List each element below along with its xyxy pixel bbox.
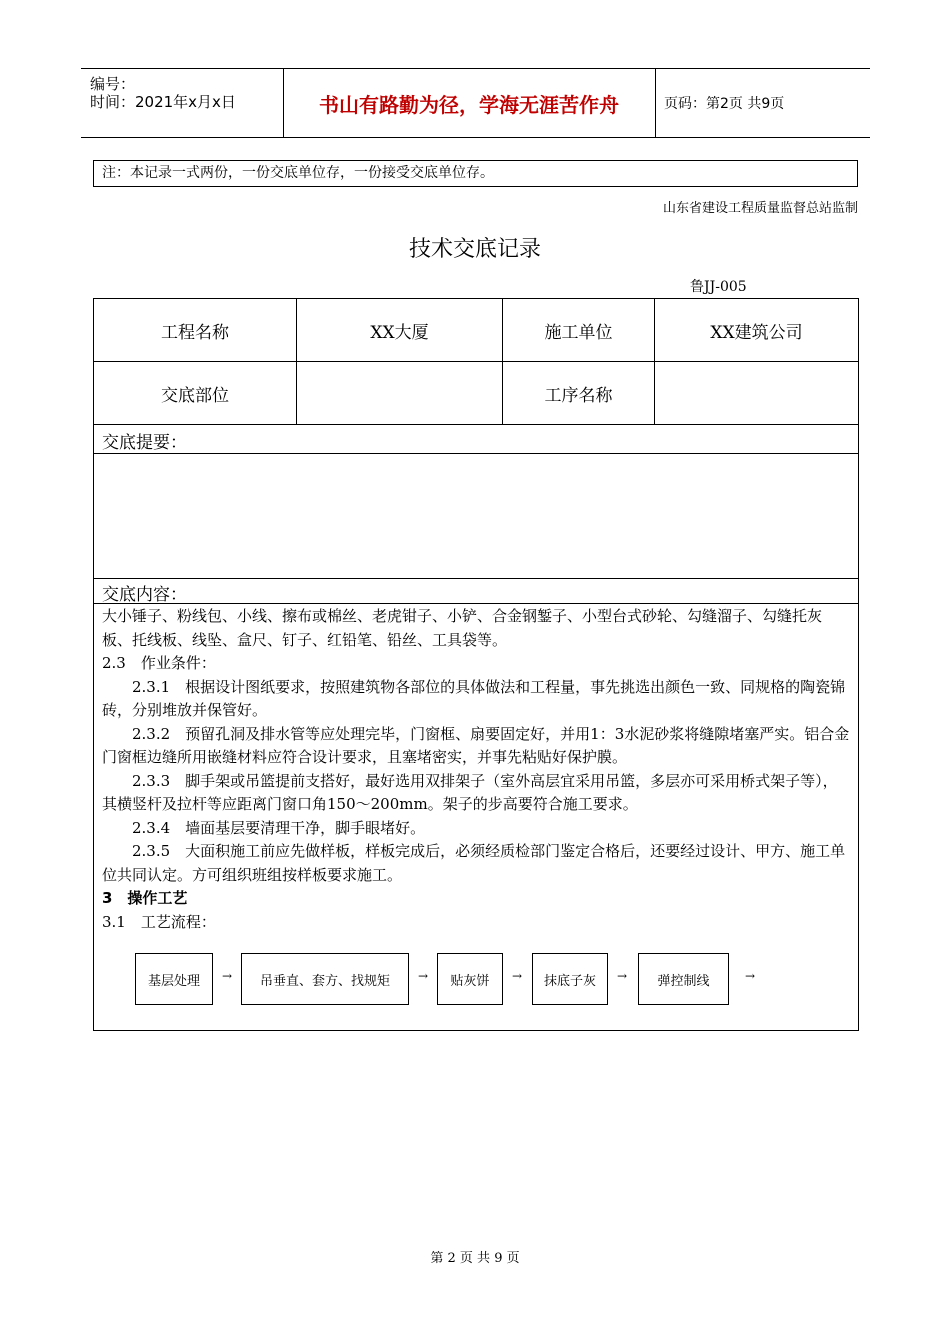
paragraph-2-3-2: 2.3.2 预留孔洞及排水管等应处理完毕，门窗框、扇要固定好，并用1：3水泥砂浆将缝隙堵塞严实。铝合金门窗框边缝所用嵌缝材料应符合设计要求，且塞堵密实，并事先粘贴好保护膜。 bbox=[102, 724, 850, 766]
record-note: 注：本记录一式两份，一份交底单位存，一份接受交底单位存。 bbox=[93, 160, 858, 187]
flow-arrow: → bbox=[418, 969, 429, 983]
tools-paragraph: 大小锤子、粉线包、小线、擦布或棉丝、老虎钳子、小铲、合金钢錾子、小型台式砂轮、勾缝溜子、勾缝托灰板、托线板、线坠、盒尺、钉子、红铅笔、铅丝、工具袋等。 bbox=[102, 607, 823, 649]
flow-step: 贴灰饼 bbox=[437, 953, 503, 1005]
page-footer: 第 2 页 共 9 页 bbox=[430, 1251, 520, 1266]
flow-step: 弹控制线 bbox=[638, 953, 729, 1005]
header-motto-cell bbox=[283, 69, 656, 137]
flow-step: 基层处理 bbox=[135, 953, 213, 1005]
page-info: 页码：第2页 共9页 bbox=[664, 96, 785, 112]
flow-arrow: → bbox=[512, 969, 523, 983]
header-meta-cell bbox=[81, 69, 284, 137]
part-label: 交底部位 bbox=[161, 385, 229, 406]
flow-arrow: → bbox=[617, 969, 628, 983]
number-label: 编号： bbox=[90, 75, 136, 93]
section-heading-2-3: 2.3 作业条件： bbox=[102, 654, 216, 672]
content-body bbox=[102, 605, 850, 934]
paragraph-2-3-4: 2.3.4 墙面基层要清理干净，脚手眼堵好。 bbox=[132, 818, 426, 837]
contractor-label: 施工单位 bbox=[502, 299, 654, 361]
summary-label: 交底提要： bbox=[102, 433, 187, 453]
table-row bbox=[94, 362, 858, 425]
process-label: 工序名称 bbox=[502, 362, 654, 424]
page-title: 技术交底记录 bbox=[408, 237, 541, 262]
supervisor-label: 山东省建设工程质量监督总站监制 bbox=[662, 201, 858, 216]
motto: 书山有路勤为径，学海无涯苦作舟 bbox=[319, 92, 619, 117]
flow-step: 抹底子灰 bbox=[532, 953, 608, 1005]
section-heading-3-1: 3.1 工艺流程： bbox=[102, 912, 216, 931]
flow-arrow: → bbox=[745, 969, 756, 983]
paragraph-2-3-3: 2.3.3 脚手架或吊篮提前支搭好，最好选用双排架子（室外高层宜采用吊篮，多层亦可采用桥式架子等），其横竖杆及拉杆等应距离门窗口角150～200mm。架子的步高要符合施工要求。 bbox=[102, 771, 838, 813]
process-value bbox=[654, 362, 858, 424]
paragraph-2-3-1: 2.3.1 根据设计图纸要求，按照建筑物各部位的具体做法和工程量，事先挑选出颜色一致、同规格的陶瓷锦砖，分别堆放并保管好。 bbox=[102, 677, 846, 719]
project-name-label: 工程名称 bbox=[161, 322, 229, 343]
flow-arrow: → bbox=[222, 969, 233, 983]
summary-header-row bbox=[94, 425, 858, 454]
section-heading-3: 3 操作工艺 bbox=[102, 889, 188, 907]
record-table bbox=[93, 298, 859, 1031]
process-flow bbox=[135, 953, 765, 1005]
flow-step: 吊垂直、套方、找规矩 bbox=[241, 953, 409, 1005]
document-header bbox=[81, 68, 870, 138]
paragraph-2-3-5: 2.3.5 大面积施工前应先做样板，样板完成后，必须经质检部门鉴定合格后，还要经过设计、甲方、施工单位共同认定。方可组织班组按样板要求施工。 bbox=[102, 842, 846, 884]
content-label: 交底内容： bbox=[102, 585, 187, 605]
form-code: 鲁JJ-005 bbox=[690, 279, 747, 295]
summary-body-row bbox=[94, 454, 858, 579]
table-row bbox=[94, 299, 858, 362]
header-page-cell bbox=[656, 69, 870, 137]
contractor-value: XX建筑公司 bbox=[654, 299, 858, 361]
project-name-value: XX大厦 bbox=[296, 299, 502, 361]
part-value bbox=[296, 362, 502, 424]
content-header-row bbox=[94, 579, 858, 604]
date-label: 时间：2021年x月x日 bbox=[90, 93, 236, 111]
